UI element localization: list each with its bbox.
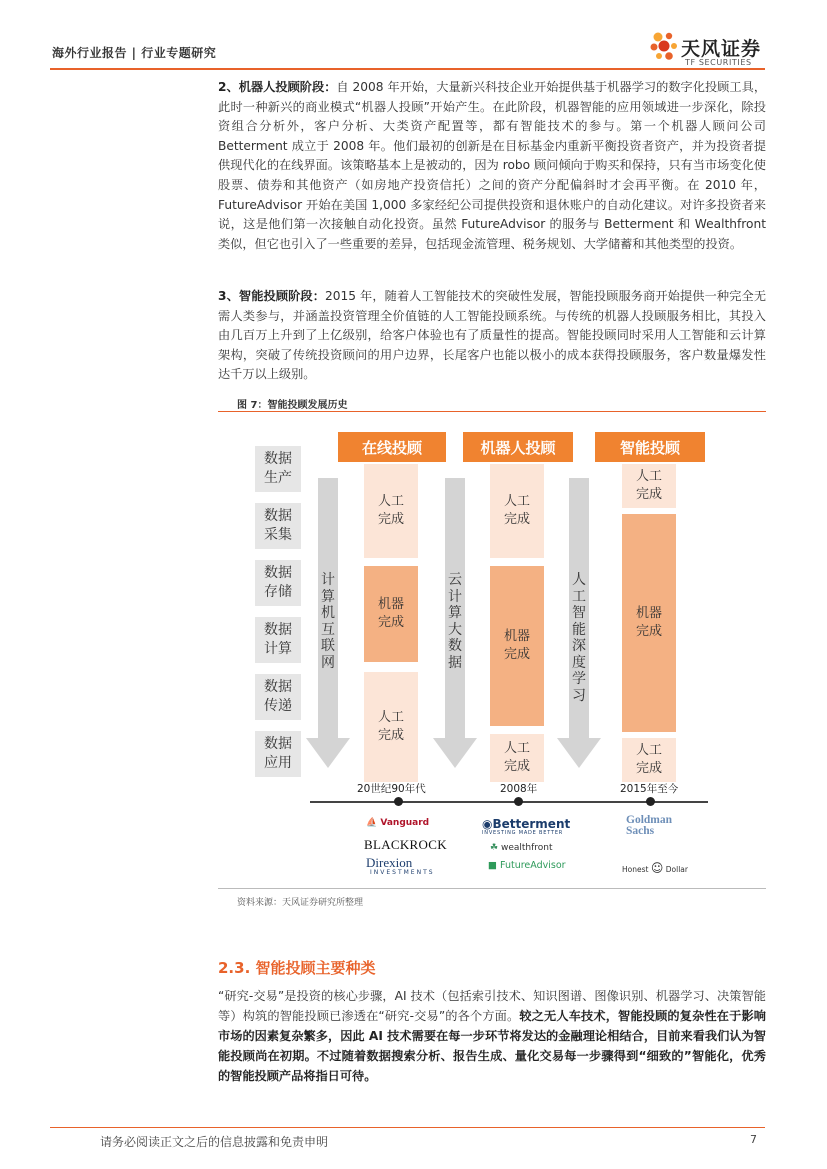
ship-icon: ⛵ [366,818,378,828]
phase-robo-human-top: 人工完成 [490,464,544,558]
paragraph-ai-advisor [218,287,766,385]
phase-online-machine: 机器完成 [364,566,418,662]
flow-step-transfer: 数据传递 [255,674,301,720]
phase-robo-machine: 机器完成 [490,566,544,726]
timeline-label-2015: 2015年至今 [620,783,679,795]
phase-online-human-top: 人工完成 [364,464,418,558]
section-title: 2.3. 智能投顾主要种类 [218,959,376,977]
timeline-dot [394,797,403,806]
header-category: 海外行业报告 | 行业专题研究 [52,46,217,60]
paragraph-heading: 2、机器人投顾阶段： [218,80,337,94]
arrow-graphics [300,470,660,780]
section-body-bold: 较之无人车技术，智能投顾的复杂性在于影响市场的因素复杂繁多，因此 AI 技术需要在每一步环节将发达的金融理论相结合，目前来看我们认为智能投顾尚在初期。不过随着数据搜索分析、报告生成、量化交易每一步骤得到“细致的”智能化，优秀的智能投顾产品将指日可待。 [218,1009,766,1083]
page-number: 7 [750,1133,757,1146]
footer-divider [50,1127,765,1128]
figure-divider-top [218,411,766,412]
flow-step-storage: 数据存储 [255,560,301,606]
phase-ai-machine: 机器完成 [622,514,676,732]
header-divider [50,68,765,70]
logo-name: 天风证券 [681,38,762,60]
flow-step-collection: 数据采集 [255,503,301,549]
arrow-label-ai: 人工智能深度学习 [572,572,586,704]
brand-blackrock: BLACKROCK [364,837,447,852]
flow-step-application: 数据应用 [255,731,301,777]
timeline-dot [646,797,655,806]
phase-header-ai: 智能投顾 [595,432,705,462]
paragraph-heading: 3、智能投顾阶段： [218,289,326,303]
brand-honest-dollar: Honest ☺ Dollar [622,861,688,875]
phase-header-robo: 机器人投顾 [463,432,573,462]
brand-direxion: Direxion [366,855,413,870]
paragraph-robo-advisor [218,78,766,254]
brand-futureadvisor: ■ FutureAdvisor [488,860,566,871]
brand-goldman-sachs: Goldman Sachs [626,814,673,837]
section-body-normal: “研究-交易”是投资的核心步骤，AI 技术（包括索引技术、知识图谱、图像识别、机器学习、决策智能等）构筑的智能投顾已渗透在“研究-交易”的各个方面。 [218,989,766,1023]
figure-source: 资料来源：天风证券研究所整理 [237,898,364,908]
arrow-label-internet: 计算机互联网 [321,572,335,671]
paragraph-body: 自 2008 年开始，大量新兴科技企业开始提供基于机器学习的数字化投顾工具，此时一种新兴的商业模式“机器人投顾”开始产生。在此阶段，机器智能的应用领域进一步深化，除投资组合分析外，客户分析、大类资产配置等，都有智能技术的参与。第一个机器人顾问公司 Betterment 成立于 2008 年。他们最初的创新是在目标基金内重新平衡投资者资产，并为投资者提供现代化的在线界面。该策略基本上是被动的，因为 robo 顾问倾向于购买和保持，只有当市场变化使股票、债券和其他资产（如房地产投资信托）之间的资产分配偏斜时才会再平衡。在 2010 年，FutureAdvisor 开始在美国 1,000 多家经纪公司提供投资和退休账户的自动化建议。对许多投资者来说，这是他们第一次接触自动化投资。虽然 FutureAdvisor 的服务与 Betterment 和 Wealthfront 类似，但它也引入了一些重要的差异，包括现金流管理、税务规划、大学储蓄和其他类型的投资。 [218,80,767,251]
logo-subtitle: TF SECURITIES [685,58,752,67]
phase-ai-human-bottom: 人工完成 [622,738,676,782]
flow-step-computation: 数据计算 [255,617,301,663]
flow-step-production: 数据生产 [255,446,301,492]
phase-robo-human-bottom: 人工完成 [490,734,544,782]
paragraph-body: 2015 年，随着人工智能技术的突破性发展，智能投顾服务商开始提供一种完全无需人类参与，并涵盖投资管理全价值链的人工智能投顾系统。与传统的机器人投顾服务相比，其投入由几百万上升到了上亿级别，给客户体验也有了质量性的提高。智能投顾同时采用人工智能和云计算架构，突破了传统投资顾问的用户边界，长尾客户也能以极小的成本获得投顾服务，客户数量爆发性达千万以上级别。 [218,289,767,382]
brand-wealthfront: ☘ wealthfront [490,843,553,853]
timeline-dot [514,797,523,806]
smile-icon: ☺ [650,861,664,875]
arrow-label-cloud: 云计算大数据 [448,572,462,671]
phase-header-online: 在线投顾 [338,432,446,462]
wealthfront-icon: ☘ [490,843,499,853]
logo-icon [648,30,680,62]
brand-betterment-tagline: INVESTING MADE BETTER [482,830,564,836]
brand-direxion-sub: INVESTMENTS [370,869,435,876]
phase-online-human-bottom: 人工完成 [364,672,418,782]
futureadvisor-icon: ■ [488,860,497,871]
brand-vanguard: ⛵ Vanguard [366,818,430,828]
betterment-icon: ◉ [482,817,493,831]
figure-title: 图 7：智能投顾发展历史 [237,400,348,411]
section-body [218,986,766,1086]
brand-betterment: ◉Betterment [482,817,571,831]
footer-disclaimer: 请务必阅读正文之后的信息披露和免责申明 [100,1135,329,1149]
timeline-label-1990s: 20世纪90年代 [357,783,426,795]
figure-divider-bottom [218,888,766,889]
phase-ai-human-top: 人工完成 [622,464,676,508]
timeline-label-2008: 2008年 [500,783,538,795]
